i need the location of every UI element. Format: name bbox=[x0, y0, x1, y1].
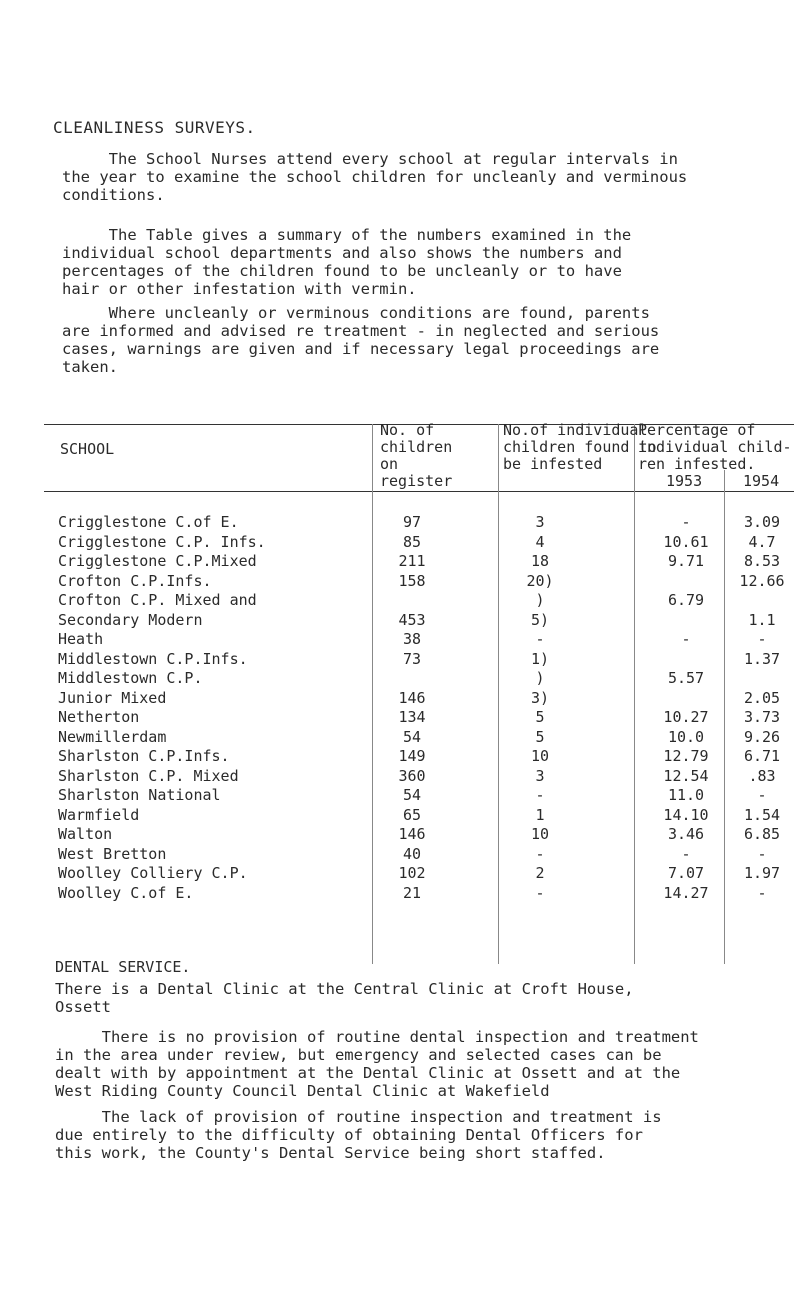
cell-school: Woolley Colliery C.P. bbox=[58, 864, 248, 882]
cell-school: Secondary Modern bbox=[58, 610, 203, 629]
cell-school: Middlestown C.P. bbox=[58, 669, 203, 687]
header-year-1953: 1953 bbox=[666, 472, 703, 490]
section-heading-cleanliness: CLEANLINESS SURVEYS. bbox=[53, 118, 256, 137]
intro-paragraph-1: The School Nurses attend every school at regular intervals in the year to examine the school children for uncleanly and verminous conditions. bbox=[62, 150, 688, 204]
cell-school: Crofton C.P. Mixed and bbox=[58, 591, 257, 609]
cell-school: Walton bbox=[58, 825, 113, 843]
cell-school: Crigglestone C.P.Mixed bbox=[58, 552, 257, 570]
cell-school: Sharlston C.P. Mixed bbox=[58, 766, 239, 785]
column-divider bbox=[372, 424, 373, 964]
dental-paragraph-1: There is a Dental Clinic at the Central Clinic at Croft House, Ossett bbox=[55, 980, 634, 1016]
header-percentage: Percentage of individual child- ren infested. bbox=[638, 421, 792, 473]
intro-paragraph-2: The Table gives a summary of the numbers examined in the individual school departments and also shows the numbers and percentages of the children found to be uncleanly or to have hair or other infestation with vermin. bbox=[62, 226, 632, 298]
intro-paragraph-3: Where uncleanly or verminous conditions are found, parents are informed and advised re treatment - in neglected and serious cases, warnings are given and if necessary legal proceedings are taken. bbox=[62, 304, 660, 376]
cell-school: Crofton C.P.Infs. bbox=[58, 571, 212, 590]
document-page: CLEANLINESS SURVEYS. The School Nurses attend every school at regular intervals in the year to examine the school children for uncleanly and verminous conditions. The Table gives a summary of the numbers examined in the individual school departments and also shows the numbers and percentages of the children found to be uncleanly or to have hair or other infestation with vermin. Where uncleanly or verminous conditions are found, parents are informed and advised re treatment - in neglected and serious cases, warnings are given and if necessary legal proceedings are taken. SCHOOL No. of children on register No.of individual children found to be infested Percentage of individual child- ren infested. 1953 1954 Crigglestone C.of E. 97 3 - 3.09 Crigglestone C.P. Infs. 85 4 10.61 4.7 Crigglestone C.P.Mixed 211 18 9.71 8.53 Crofton C.P.Infs. 158 20) 12.66 Crofton C.P. Mixed and ) 6.79 Secondary Modern 453 5) 1.1 Heath 38 - - - Middlestown C.P.Infs. 73 1) 1.37 Middlestown C.P. ) 5.57 Junior Mixed 146 3) 2.05 Netherton 134 5 10.27 3.73 Newmillerdam 54 5 10.0 9.26 Sharlston C.P.Infs. 149 10 12.79 6.71 Sharlston C.P. Mixed 360 3 12.54 .83 Sharlston National 54 - 11.0 - Warmfield 65 1 14.10 1.54 Walton 146 10 3.46 6.85 West Bretton 40 - - - Woolley Colliery C.P. 102 2 7.07 1.97 Woolley C.of E. 21 - 14.27 - DENTAL SERVICE. There is a Dental Clinic at the Central Clinic at Croft House, Ossett There is no provision of routine dental inspection and treatment in the area under review, but emergency and selected cases can be dealt with by appointment at the Dental Clinic at Ossett and at the West Riding County Council Dental Clinic at Wakefield The lack of provision of routine inspection and treatment is due entirely to the difficulty of obtaining Dental Officers for this work, the County's Dental Service being short staffed. bbox=[0, 0, 800, 1300]
cell-school: Netherton bbox=[58, 708, 140, 726]
dental-paragraph-3: The lack of provision of routine inspection and treatment is due entirely to the difficulty of obtaining Dental Officers for this work, the County's Dental Service being short staffed. bbox=[55, 1108, 662, 1162]
header-year-1954: 1954 bbox=[743, 472, 780, 490]
table-header-rule bbox=[44, 491, 794, 492]
header-school: SCHOOL bbox=[60, 440, 115, 458]
column-divider bbox=[634, 424, 635, 964]
header-register: No. of children on register bbox=[380, 421, 453, 490]
section-heading-dental: DENTAL SERVICE. bbox=[55, 958, 191, 976]
cell-school: Crigglestone C.P. Infs. bbox=[58, 532, 266, 551]
cell-school: Newmillerdam bbox=[58, 727, 167, 746]
column-divider bbox=[724, 470, 725, 964]
cell-school: Junior Mixed bbox=[58, 688, 167, 707]
cell-school: Sharlston C.P.Infs. bbox=[58, 747, 230, 765]
cell-school: West Bretton bbox=[58, 844, 167, 863]
cell-school: Crigglestone C.of E. bbox=[58, 513, 239, 531]
cell-school: Heath bbox=[58, 630, 104, 648]
cell-school: Middlestown C.P.Infs. bbox=[58, 649, 248, 668]
cell-school: Warmfield bbox=[58, 805, 140, 824]
cell-school: Sharlston National bbox=[58, 786, 221, 804]
dental-paragraph-2: There is no provision of routine dental inspection and treatment in the area under review, but emergency and selected cases can be dealt with by appointment at the Dental Clinic at Ossett and at the West Riding County Council Dental Clinic at Wakefield bbox=[55, 1028, 699, 1100]
header-infested: No.of individual children found to be infested bbox=[503, 421, 657, 473]
cell-school: Woolley C.of E. bbox=[58, 883, 194, 902]
column-divider bbox=[498, 424, 499, 964]
